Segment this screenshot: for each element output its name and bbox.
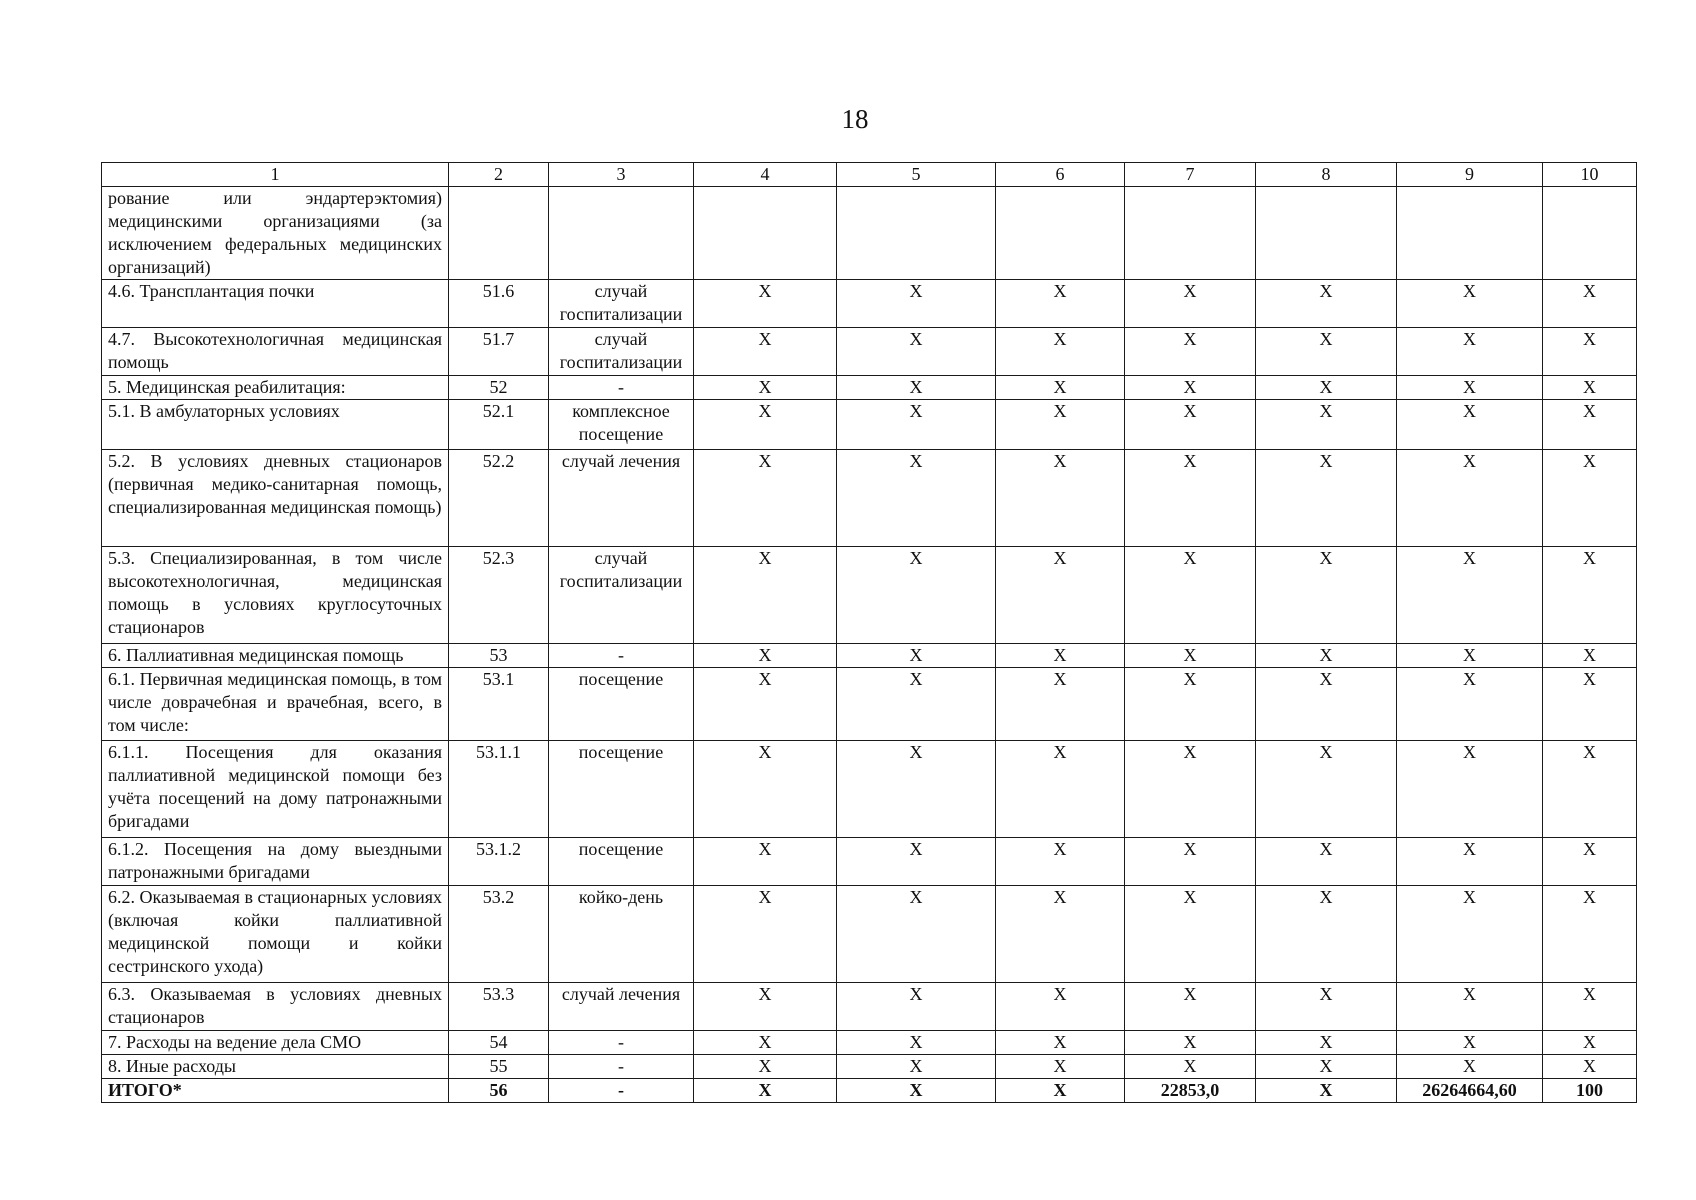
row-value: Х [996, 280, 1125, 328]
row-value: Х [1397, 838, 1543, 886]
row-value [694, 187, 837, 280]
row-value: Х [1543, 280, 1637, 328]
row-code: 53 [449, 644, 549, 668]
row-value: Х [694, 376, 837, 400]
row-value: Х [1256, 376, 1397, 400]
table-row [102, 741, 1637, 838]
table-row [102, 187, 1637, 280]
row-value: Х [1543, 400, 1637, 450]
row-value: Х [1543, 547, 1637, 644]
row-value: Х [694, 644, 837, 668]
row-code: 56 [449, 1079, 549, 1103]
column-header: 3 [549, 163, 694, 187]
row-value: Х [1256, 400, 1397, 450]
row-name: рование или эндартерэктомия) медицинскими организациями (за исключением федеральных медицинских организаций) [102, 187, 449, 280]
row-value: Х [694, 668, 837, 741]
row-value: Х [1543, 1031, 1637, 1055]
table-row [102, 1031, 1637, 1055]
row-value: Х [1125, 838, 1256, 886]
row-value: Х [996, 376, 1125, 400]
row-code: 53.3 [449, 983, 549, 1031]
row-code: 52 [449, 376, 549, 400]
table-row [102, 668, 1637, 741]
row-value [1256, 187, 1397, 280]
column-header: 10 [1543, 163, 1637, 187]
row-value: Х [837, 983, 996, 1031]
row-value: Х [1125, 328, 1256, 376]
row-code: 55 [449, 1055, 549, 1079]
row-value: Х [1125, 644, 1256, 668]
row-value: Х [1256, 1031, 1397, 1055]
row-name: 5.3. Специализированная, в том числе высокотехнологичная, медицинская помощь в условиях круглосуточных стационаров [102, 547, 449, 644]
row-value: Х [694, 1031, 837, 1055]
row-value: Х [1125, 1031, 1256, 1055]
row-name: 6.1.1. Посещения для оказания паллиативной медицинской помощи без учёта посещений на дому патронажными бригадами [102, 741, 449, 838]
row-code: 51.7 [449, 328, 549, 376]
row-value: Х [694, 1079, 837, 1103]
row-unit: случай госпитализации [549, 547, 694, 644]
row-unit: случай госпитализации [549, 280, 694, 328]
row-unit: койко-день [549, 886, 694, 983]
row-value: Х [1256, 450, 1397, 547]
row-name: 6.2. Оказываемая в стационарных условиях (включая койки паллиативной медицинской помощи и койки сестринского ухода) [102, 886, 449, 983]
row-name: 6.1.2. Посещения на дому выездными патронажными бригадами [102, 838, 449, 886]
row-name: 5. Медицинская реабилитация: [102, 376, 449, 400]
row-value: Х [837, 280, 996, 328]
row-code: 53.1.1 [449, 741, 549, 838]
row-unit: - [549, 1055, 694, 1079]
column-header: 9 [1397, 163, 1543, 187]
row-unit: посещение [549, 741, 694, 838]
expenses-table [101, 162, 1637, 1103]
row-name: 4.6. Трансплантация почки [102, 280, 449, 328]
row-unit: - [549, 1079, 694, 1103]
row-code: 53.1.2 [449, 838, 549, 886]
row-unit: - [549, 1031, 694, 1055]
row-code: 53.1 [449, 668, 549, 741]
table-row [102, 1055, 1637, 1079]
row-value: Х [1543, 983, 1637, 1031]
row-value: Х [1543, 328, 1637, 376]
row-value: Х [694, 886, 837, 983]
row-code: 51.6 [449, 280, 549, 328]
row-value: Х [1125, 741, 1256, 838]
row-unit: - [549, 644, 694, 668]
row-value: Х [1256, 1055, 1397, 1079]
row-value: Х [1256, 886, 1397, 983]
row-value: Х [1256, 328, 1397, 376]
row-value: Х [837, 886, 996, 983]
row-value: Х [694, 450, 837, 547]
table-row [102, 547, 1637, 644]
row-name: 7. Расходы на ведение дела СМО [102, 1031, 449, 1055]
row-value: Х [996, 741, 1125, 838]
row-value: Х [996, 1079, 1125, 1103]
row-unit: случай лечения [549, 983, 694, 1031]
column-header: 2 [449, 163, 549, 187]
column-header: 6 [996, 163, 1125, 187]
table-row [102, 376, 1637, 400]
row-code: 54 [449, 1031, 549, 1055]
row-value [1125, 187, 1256, 280]
row-value: Х [1125, 983, 1256, 1031]
row-value: Х [1256, 741, 1397, 838]
table-row [102, 838, 1637, 886]
row-value: Х [1397, 450, 1543, 547]
row-value: Х [694, 741, 837, 838]
row-value: Х [837, 547, 996, 644]
row-value: Х [996, 400, 1125, 450]
row-value: Х [1397, 644, 1543, 668]
column-header: 1 [102, 163, 449, 187]
row-value: Х [996, 1055, 1125, 1079]
table-row [102, 886, 1637, 983]
row-value: Х [837, 644, 996, 668]
row-value: Х [1543, 376, 1637, 400]
total-value: 22853,0 [1125, 1079, 1256, 1103]
row-value: Х [837, 741, 996, 838]
row-value: Х [1543, 741, 1637, 838]
row-unit: случай лечения [549, 450, 694, 547]
row-value [1543, 187, 1637, 280]
table-row [102, 644, 1637, 668]
row-value: Х [694, 547, 837, 644]
row-value [1397, 187, 1543, 280]
row-value: Х [996, 838, 1125, 886]
row-name: 5.2. В условиях дневных стационаров (первичная медико-санитарная помощь, специализированная медицинская помощь) [102, 450, 449, 547]
row-value: Х [1397, 547, 1543, 644]
row-value: Х [837, 328, 996, 376]
row-value: Х [1397, 280, 1543, 328]
row-value: Х [1256, 547, 1397, 644]
column-header: 7 [1125, 163, 1256, 187]
row-value: Х [1125, 376, 1256, 400]
row-code: 52.2 [449, 450, 549, 547]
total-value: 26264664,60 [1397, 1079, 1543, 1103]
row-value: Х [1397, 400, 1543, 450]
row-unit: случай госпитализации [549, 328, 694, 376]
row-name: 6. Паллиативная медицинская помощь [102, 644, 449, 668]
page-number: 18 [841, 104, 869, 134]
row-value: Х [1397, 1055, 1543, 1079]
row-value: Х [837, 1031, 996, 1055]
row-code [449, 187, 549, 280]
row-value: Х [837, 668, 996, 741]
row-value: Х [1543, 450, 1637, 547]
column-header: 4 [694, 163, 837, 187]
row-value: Х [1256, 838, 1397, 886]
row-unit: - [549, 376, 694, 400]
row-value: Х [694, 328, 837, 376]
row-value: Х [837, 376, 996, 400]
row-value: Х [1543, 838, 1637, 886]
row-value: Х [996, 1031, 1125, 1055]
row-value: Х [1256, 668, 1397, 741]
table-row [102, 450, 1637, 547]
row-value: Х [1397, 668, 1543, 741]
row-value: Х [694, 400, 837, 450]
row-value: Х [1125, 450, 1256, 547]
row-value: Х [1256, 983, 1397, 1031]
row-value: Х [694, 280, 837, 328]
column-header: 5 [837, 163, 996, 187]
row-value: Х [1125, 886, 1256, 983]
row-value: Х [837, 838, 996, 886]
row-value: Х [1256, 1079, 1397, 1103]
row-unit: комплексное посещение [549, 400, 694, 450]
row-unit: посещение [549, 668, 694, 741]
row-name: 6.3. Оказываемая в условиях дневных стационаров [102, 983, 449, 1031]
row-value: Х [1543, 644, 1637, 668]
row-unit [549, 187, 694, 280]
row-value: Х [1125, 547, 1256, 644]
row-value: Х [1543, 886, 1637, 983]
table-row [102, 280, 1637, 328]
row-value: Х [996, 547, 1125, 644]
row-value: Х [996, 450, 1125, 547]
row-value: Х [1256, 280, 1397, 328]
row-value: Х [1125, 280, 1256, 328]
row-value: Х [1125, 668, 1256, 741]
row-name: 6.1. Первичная медицинская помощь, в том числе доврачебная и врачебная, всего, в том числе: [102, 668, 449, 741]
row-value: Х [837, 400, 996, 450]
row-value: Х [837, 1055, 996, 1079]
row-value: Х [1397, 328, 1543, 376]
table-row [102, 400, 1637, 450]
row-value: Х [694, 1055, 837, 1079]
row-value: Х [996, 983, 1125, 1031]
row-value: Х [1125, 1055, 1256, 1079]
row-name: 8. Иные расходы [102, 1055, 449, 1079]
table-row [102, 328, 1637, 376]
row-value: Х [1543, 1055, 1637, 1079]
row-value: Х [837, 1079, 996, 1103]
row-value: Х [1125, 400, 1256, 450]
row-value: Х [694, 983, 837, 1031]
table-header-row [102, 163, 1637, 187]
row-value: Х [694, 838, 837, 886]
row-value: Х [1397, 741, 1543, 838]
row-value: Х [1397, 886, 1543, 983]
row-value: Х [1397, 376, 1543, 400]
row-value: Х [996, 886, 1125, 983]
row-value: Х [996, 644, 1125, 668]
row-name: 5.1. В амбулаторных условиях [102, 400, 449, 450]
row-value: Х [1397, 1031, 1543, 1055]
row-unit: посещение [549, 838, 694, 886]
row-value [837, 187, 996, 280]
total-row [102, 1079, 1637, 1103]
row-value: Х [1256, 644, 1397, 668]
row-code: 52.3 [449, 547, 549, 644]
row-name: ИТОГО* [102, 1079, 449, 1103]
total-value: 100 [1543, 1079, 1637, 1103]
row-code: 52.1 [449, 400, 549, 450]
row-value: Х [996, 328, 1125, 376]
column-header: 8 [1256, 163, 1397, 187]
row-value: Х [996, 668, 1125, 741]
row-code: 53.2 [449, 886, 549, 983]
row-name: 4.7. Высокотехнологичная медицинская помощь [102, 328, 449, 376]
row-value: Х [1397, 983, 1543, 1031]
row-value: Х [1543, 668, 1637, 741]
table-row [102, 983, 1637, 1031]
row-value: Х [837, 450, 996, 547]
row-value [996, 187, 1125, 280]
